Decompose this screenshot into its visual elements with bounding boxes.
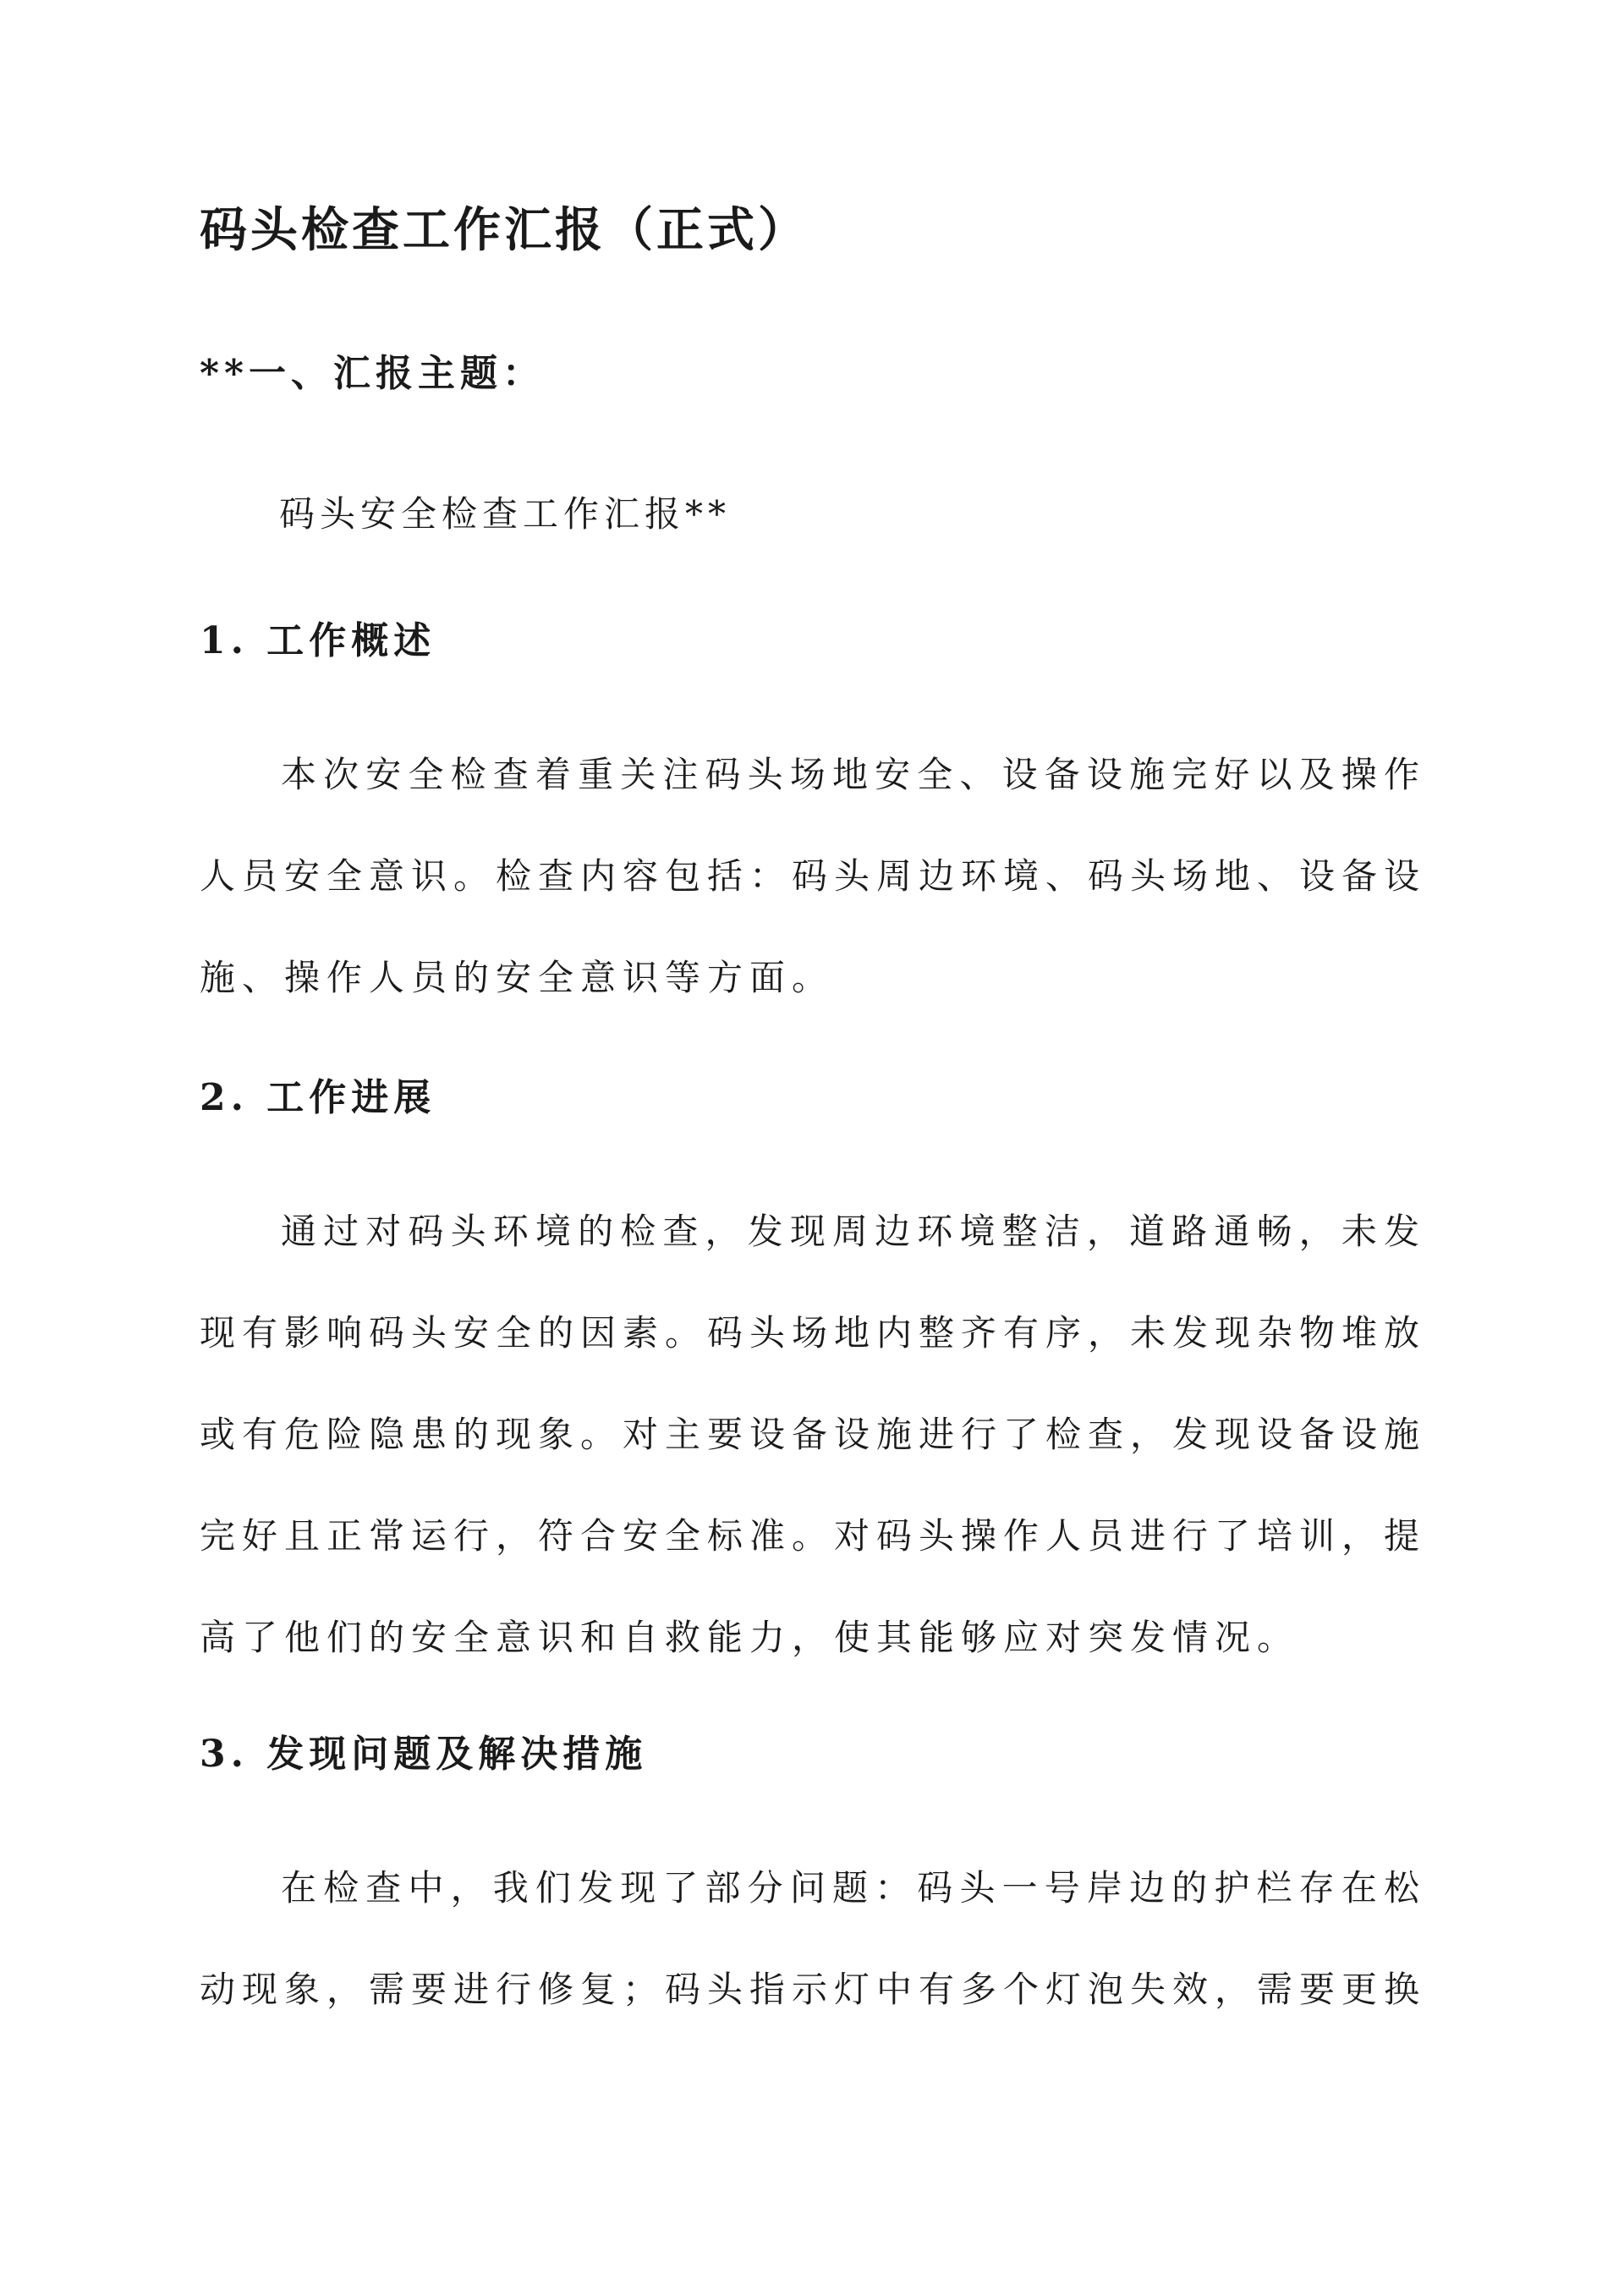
- subject-heading: **一、汇报主题：: [200, 352, 546, 395]
- section-paragraph-issues: 在检查中，我们发现了部分问题：码头一号岸边的护栏存在松动现象，需要进行修复；码头指示灯中有多个灯泡失效，需要更换: [200, 1867, 1427, 2010]
- subject-text: 码头安全检查工作汇报**: [279, 493, 732, 535]
- section-paragraph-overview: 本次安全检查着重关注码头场地安全、设备设施完好以及操作人员安全意识。检查内容包括：码头周边环境、码头场地、设备设施、操作人员的安全意识等方面。: [200, 754, 1427, 998]
- section-paragraph-progress: 通过对码头环境的检查，发现周边环境整洁，道路通畅，未发现有影响码头安全的因素。码头场地内整齐有序，未发现杂物堆放或有危险隐患的现象。对主要设备设施进行了检查，发现设备设施完好且正常运行，符合安全标准。对码头操作人员进行了培训，提高了他们的安全意识和自救能力，使其能够应对突发情况。: [200, 1211, 1427, 1658]
- section-heading-progress: 2. 工作进展: [200, 1076, 436, 1119]
- section-heading-overview: 1. 工作概述: [200, 619, 436, 662]
- section-heading-issues: 3. 发现问题及解决措施: [200, 1733, 648, 1776]
- document-title: 码头检查工作汇报（正式）: [200, 202, 809, 258]
